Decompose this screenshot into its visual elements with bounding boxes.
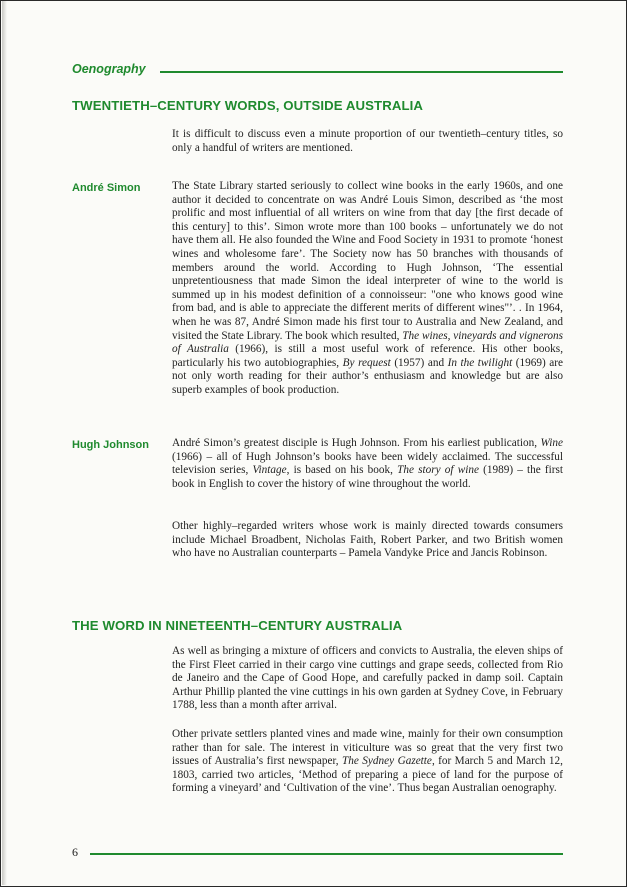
text-run: André Simon’s greatest disciple is Hugh Johnson. From his earliest publication, <box>172 437 541 449</box>
text-run: (1966) – all of Hugh Johnson’s books have been widely acclaimed. The successful television series, <box>172 450 563 477</box>
text-run: , for March 5 and March 12, 1803, carried two articles, ‘Method of preparing a piece of land for the purpose of forming a vineyard’ and ‘Cultivation of the vine’. Thus began Australian oenography. <box>172 755 563 795</box>
paragraph-other-writers: Other highly–regarded writers whose work is mainly directed towards consumers include Michael Broadbent, Nicholas Faith, Robert Parker, and two British women who have no Australian counterparts – Pamela Vandyke Price and Jancis Robinson. <box>172 520 563 560</box>
title-citation: Vintage <box>252 464 287 477</box>
text-run: , is based on his book, <box>286 464 398 477</box>
text-run: As well as bringing a mixture of officers and convicts to Australia, the eleven ships of the First Fleet carried in their cargo vine cuttings and grape seeds, collected from Rio de Janeiro and the Cape of Good Hope, and carefully packed in damp soil. Captain Arthur Phillip planted the vine cuttings in his own garden at Sydney Cove, in February 1788, less than a month after arrival. <box>172 645 563 712</box>
title-citation: The wines, vineyards and vignerons of Australia <box>172 329 563 356</box>
running-head: Oenography <box>72 62 146 76</box>
section-title-twentieth-century: TWENTIETH–CENTURY WORDS, OUTSIDE AUSTRALIA <box>72 98 423 113</box>
text-run: Other private settlers planted vines and made wine, mainly for their own consumption rather than for sale. The interest in viticulture was so great that the very first two issues of Australia’s first newspaper, <box>172 728 563 768</box>
paragraph-first-fleet <box>172 645 563 713</box>
title-citation: Wine <box>540 437 563 449</box>
title-citation: The story of wine <box>397 464 479 477</box>
binding-shadow <box>2 1 7 885</box>
side-label-hugh-johnson: Hugh Johnson <box>72 439 149 451</box>
intro-paragraph: It is difficult to discuss even a minute proportion of our twentieth–century titles, so only a handful of writers are mentioned. <box>172 128 563 154</box>
title-citation: In the twilight <box>447 356 513 369</box>
text-run: The State Library started seriously to collect wine books in the early 1960s, and one author it decided to concentrate on was André Louis Simon, described as ‘the most prolific and most influential of all writers on wine from that day [the first decade of this century] to this’. Simon wrote more than 100 books – unfortunately we do not have them all. He also founded the Wine and Food Society in 1931 to promote ‘honest wines and wholesome fare’. The Society now has 50 branches with thousands of members around the world. According to Hugh Johnson, ‘The essential unpretentiousness that made Simon the ideal interpreter of wine to the world is summed up in his modest definition of a connoisseur: "one who knows good wine from bad, and is able to appreciate the different merits of different wines"’. . In 1964, when he was 87, André Simon made his first tour to Australia and New Zealand, and visited the State Library. The book which resulted, <box>172 180 563 342</box>
title-citation: The Sydney Gazette <box>342 755 432 768</box>
text-run: (1957) and <box>390 356 448 369</box>
text-run: (1989) – the first book in English to cover the history of wine throughout the world. <box>172 464 564 490</box>
paragraph-hugh-johnson <box>172 437 563 491</box>
paragraph-sydney-gazette <box>172 728 563 796</box>
text-run: (1969) are not only worth reading for their author’s enthusiasm and knowledge but are also superb examples of book production. <box>172 356 563 396</box>
paragraph-andre-simon <box>172 180 563 398</box>
title-citation: By request <box>342 356 391 369</box>
page-number: 6 <box>72 845 78 859</box>
section-title-nineteenth-century: THE WORD IN NINETEENTH–CENTURY AUSTRALIA <box>72 618 403 633</box>
side-label-andre-simon: André Simon <box>72 182 141 194</box>
text-run: (1966), is still a most useful work of reference. His other books, particularly his two autobiographies, <box>172 343 564 369</box>
footer-rule <box>90 853 563 855</box>
header-rule <box>160 71 563 73</box>
